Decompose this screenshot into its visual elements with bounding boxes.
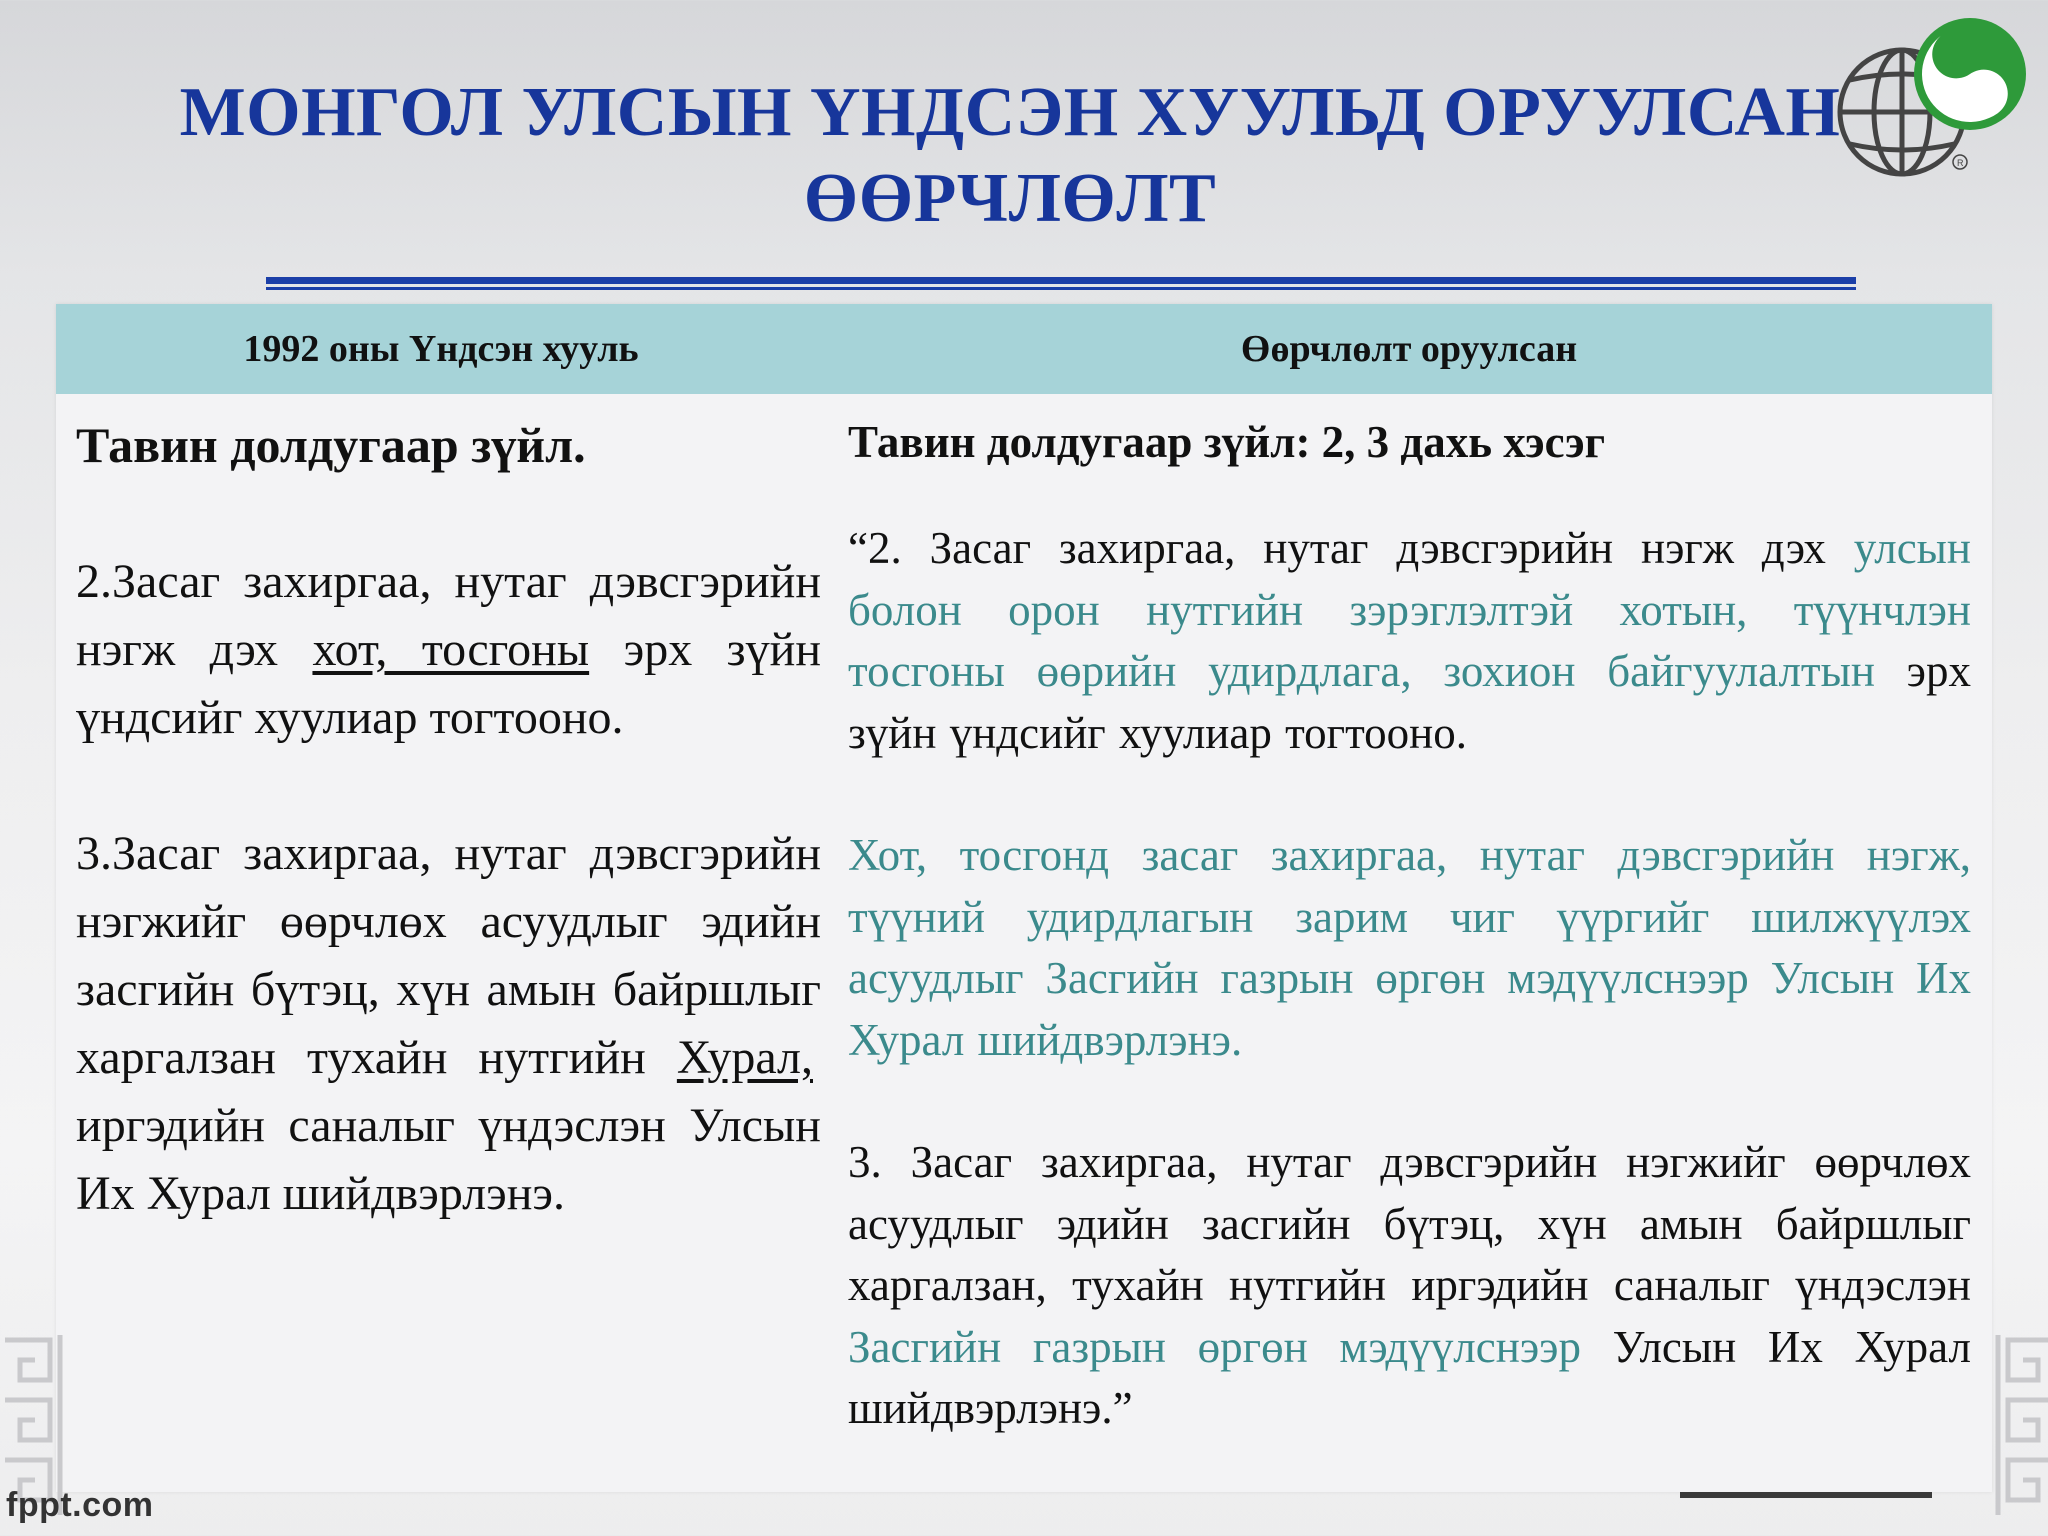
globe-logo-icon	[1820, 12, 2040, 192]
column-amended	[848, 410, 1971, 1440]
title-line-2: ӨӨРЧЛӨЛТ	[803, 160, 1217, 237]
slide-title	[120, 70, 1900, 242]
amended-paragraph-3: 3. Засаг захиргаа, нутаг дэвсгэрийн нэгжийг өөрчлөх асуудлыг эдийн засгийн бүтэц, хүн амын байршлыг харгалзан, тухайн нутгийн иргэдийн саналыг үндэслэн Засгийн газрын өргөн мэдүүлснээр Улсын Их Хурал шийдвэрлэнэ.”	[848, 1137, 1971, 1433]
comparison-table	[56, 304, 1992, 1492]
underlined-text: хот, тосгоны	[312, 623, 590, 676]
footer-line	[1680, 1492, 1932, 1498]
svg-text:R: R	[1957, 158, 1964, 168]
underlined-text: Хурал,	[676, 1031, 813, 1084]
decorative-border-ornament	[1988, 1330, 2048, 1520]
footer-watermark: fppt.com	[6, 1486, 154, 1524]
amended-paragraph-2: “2. Засаг захиргаа, нутаг дэвсгэрийн нэгж дэх улсын болон орон нутгийн зэрэглэлтэй хотын, түүнчлэн тосгоны өөрийн удирдлага, зохион байгуулалтын эрх зүйн үндсийг хуулиар тогтооно.	[848, 523, 1971, 758]
table-header-row	[56, 304, 1992, 394]
original-paragraph-2: 2.Засаг захиргаа, нутаг дэвсгэрийн нэгж дэх хот, тосгоны эрх зүйн үндсийг хуулиар тогтооно.	[76, 555, 822, 744]
title-divider-thin	[266, 287, 1856, 290]
amended-new-paragraph: Хот, тосгонд засаг захиргаа, нутаг дэвсгэрийн нэгж, түүний удирдлагын зарим чиг үүргийг шилжүүлэх асуудлыг Засгийн газрын өргөн мэдүүлснээр Улсын Их Хурал шийдвэрлэнэ.	[848, 830, 1971, 1065]
column-original	[76, 410, 821, 1228]
amended-article-heading: Тавин долдугаар зүйл: 2, 3 дахь хэсэг	[848, 417, 1606, 467]
original-article-heading: Тавин долдугаар зүйл.	[76, 417, 586, 473]
amended-text-highlight: Засгийн газрын өргөн мэдүүлснээр	[848, 1321, 1581, 1372]
header-amended: Өөрчлөлт оруулсан	[1240, 328, 1578, 370]
title-divider	[266, 277, 1856, 284]
original-paragraph-3: 3.Засаг захиргаа, нутаг дэвсгэрийн нэгжийг өөрчлөх асуудлыг эдийн засгийн бүтэц, хүн амын байршлыг харгалзан тухайн нутгийн Хурал, иргэдийн саналыг үндэслэн Улсын Их Хурал шийдвэрлэнэ.	[76, 827, 821, 1220]
title-line-1: МОНГОЛ УЛСЫН ҮНДСЭН ХУУЛЬД ОРУУЛСАН	[179, 74, 1841, 151]
amended-text-highlight: улсын болон орон нутгийн зэрэглэлтэй хотын, түүнчлэн тосгоны өөрийн удирдлага, зохион байгуулалтын	[848, 523, 1971, 696]
header-original-law: 1992 оны Үндсэн хууль	[243, 328, 639, 370]
